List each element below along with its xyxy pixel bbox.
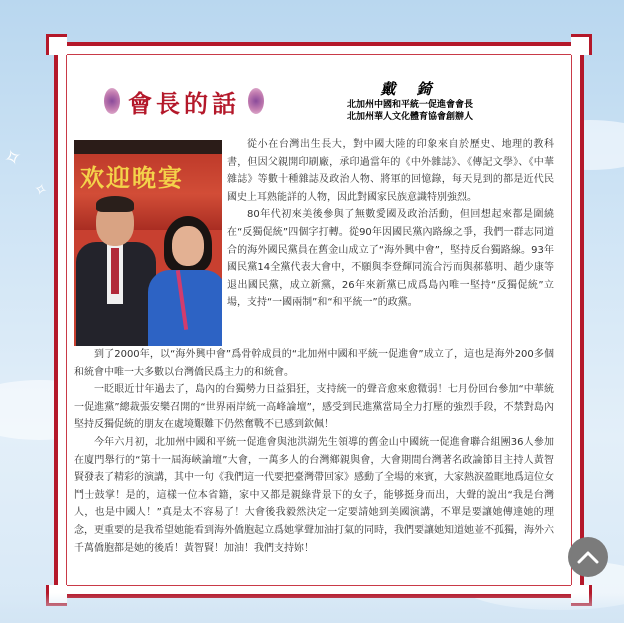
page-title — [104, 86, 264, 116]
paragraph: 到了2000年，以“海外興中會”爲骨幹成員的“北加州中國和平統一促進會”成立了，這也是海外200多個和統會中唯一大多數以台灣僑民爲主力的和統會。 — [74, 349, 554, 378]
signer-name: 戴 錡 — [380, 80, 440, 98]
body-text-full — [74, 346, 554, 557]
title-ornament-left — [104, 88, 120, 114]
frame-corner-ornament — [46, 34, 67, 55]
signer-block — [330, 78, 490, 123]
paragraph: 80年代初來美後參與了無數愛國及政治活動，但回想起來都是圍繞在“反獨促統”四個字打轉。從90年因國民黨內路線之爭，我們一群志同道合的海外國民黨員在舊金山成立了“海外興中會”，堅持反台獨路線。93年國民黨14全黨代表大會中，不願與李登輝同流合污而與郝慕明、趙少康等退出國民黨，成立新黨，26年來新黨已成爲島內唯一堅持“反獨促統”立場，支持“一國兩制”和“和平統一”的政黨。 — [227, 209, 554, 309]
seagull-icon: ✧ — [0, 143, 27, 174]
body-text-right — [227, 136, 554, 312]
photo-woman-face — [172, 226, 204, 266]
photo-banner-text: 欢迎晚宴 — [80, 163, 184, 192]
signer-title-2: 北加州華人文化體育協會創辦人 — [346, 112, 473, 122]
seagull-icon: ✧ — [31, 178, 50, 201]
portrait-photo — [74, 140, 222, 346]
background-water — [0, 593, 624, 623]
page-title-text: 會長的話 — [128, 88, 240, 118]
scroll-to-top-button[interactable] — [568, 537, 608, 577]
photo-man-hair — [96, 196, 134, 212]
photo-man-tie — [111, 248, 119, 294]
chevron-up-icon — [577, 550, 599, 564]
paragraph: 一眨眼近廿年過去了，島內的台獨勢力日益猖狂，支持統一的聲音愈來愈微弱！七月份回台參加“中華統一促進黨”總裁張安樂召開的“世界兩岸統一高峰論壇”，感受到民進黨當局全力打壓的強烈手段，不禁對島內堅持反獨促統的朋友在處境艱難下仍然奮戰不已感到欽佩！ — [74, 384, 554, 431]
frame-corner-ornament — [571, 34, 592, 55]
photo-ceiling — [74, 140, 222, 154]
paragraph: 今年六月初，北加州中國和平統一促進會與池洪湖先生領導的舊金山中國統一促進會聯合組團36人參加在廈門舉行的“第十一屆海峽論壇”大會，一萬多人的台灣鄉親與會，大會期間台灣著名政論節目主持人黃智賢發表了精彩的演講，其中一句《我們這一代要把臺灣帶回家》感動了全場的來賓，大家熱淚盈眶地爲這位女鬥士鼓掌！是的，這樣一位本省籍，家中又都是親綠背景下的女子，能够挺身而出，大聲的說出“我是台灣人，也是中國人！”真是太不容易了！大會後我毅然決定一定要請她到美國演講，不單是要讓她傳達她的理念，更重要的是我希望她能看到海外僑胞起立爲她掌聲加油打氣的同時，我們要讓她知道她並不孤獨，海外六千萬僑胞都是她的後盾！黃智賢！加油！我們支持妳！ — [74, 436, 554, 554]
title-ornament-right — [248, 88, 264, 114]
signer-title-1: 北加州中國和平統一促進會會長 — [346, 100, 473, 110]
paragraph: 從小在台灣出生長大，對中國大陸的印象來自於歷史、地理的教科書，但因父親開印刷廠，承印過當年的《中外雜誌》、《傳記文學》、《中華雜誌》等數十種雜誌及政治人物、將軍的回憶錄，每天見到的都是近代民國史上耳熟能詳的人物，因此對國家民族意識特別強烈。 — [227, 139, 554, 203]
